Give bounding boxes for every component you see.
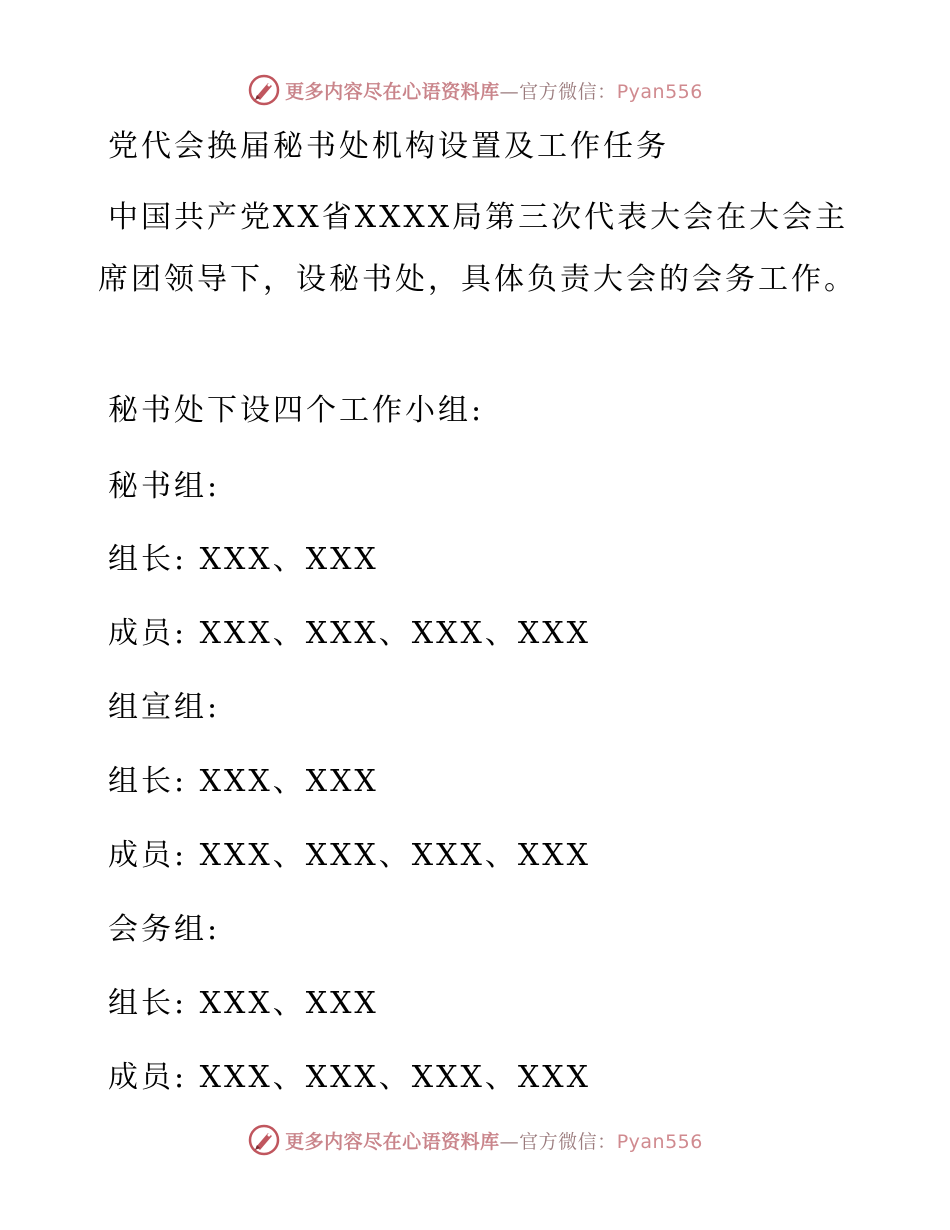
header-watermark — [0, 70, 950, 110]
group-members: 成员: XXX、XXX、XXX、XXX — [108, 1060, 591, 1095]
group-members: 成员: XXX、XXX、XXX、XXX — [108, 838, 591, 873]
watermark-id: Pyan556 — [616, 80, 703, 103]
document-title: 党代会换届秘书处机构设置及工作任务 — [108, 129, 669, 164]
watermark-sub: —官方微信： — [499, 80, 617, 103]
watermark-sub: —官方微信： — [499, 1130, 617, 1153]
intro-text: 中国共产党XX省XXXX局第三次代表大会在大会主席团领导下，设秘书处，具体负责大会的会务工作。 — [98, 200, 857, 297]
group-name: 秘书组: — [108, 469, 221, 504]
intro-paragraph — [98, 187, 858, 311]
group-leader: 组长: XXX、XXX — [108, 542, 379, 577]
pen-logo-icon — [247, 73, 281, 107]
watermark-text — [285, 77, 703, 104]
group-leader: 组长: XXX、XXX — [108, 764, 379, 799]
group-leader: 组长: XXX、XXX — [108, 986, 379, 1021]
section-subheading: 秘书处下设四个工作小组: — [108, 393, 485, 428]
footer-watermark — [0, 1120, 950, 1160]
group-name: 会务组: — [108, 912, 221, 947]
watermark-text — [285, 1127, 703, 1154]
pen-logo-icon — [247, 1123, 281, 1157]
group-members: 成员: XXX、XXX、XXX、XXX — [108, 616, 591, 651]
watermark-id: Pyan556 — [616, 1130, 703, 1153]
group-name: 组宣组: — [108, 690, 221, 725]
watermark-main: 更多内容尽在心语资料库 — [285, 1130, 500, 1153]
watermark-main: 更多内容尽在心语资料库 — [285, 80, 500, 103]
